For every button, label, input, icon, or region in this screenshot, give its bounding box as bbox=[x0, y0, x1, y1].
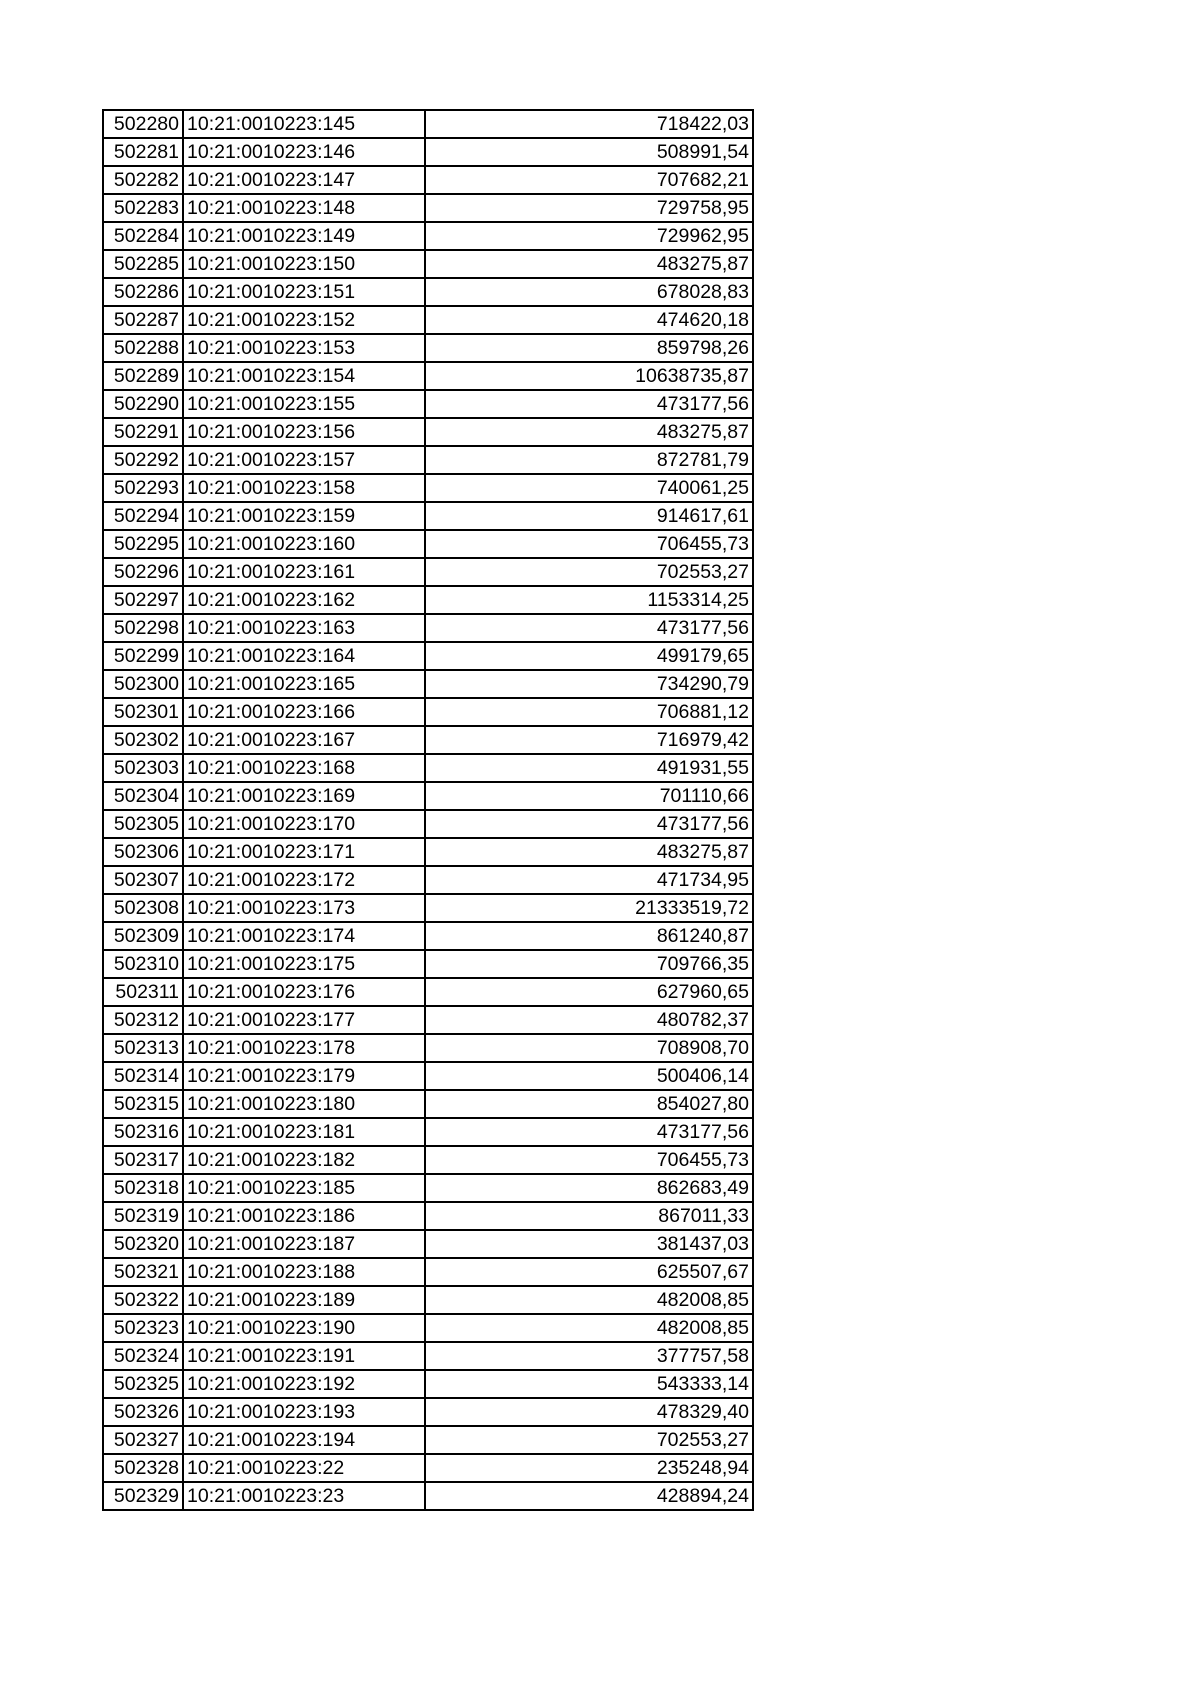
value-cell: 678028,83 bbox=[425, 278, 753, 306]
cadastral-number-cell: 10:21:0010223:161 bbox=[183, 558, 425, 586]
table-row bbox=[103, 558, 753, 586]
value-cell: 706455,73 bbox=[425, 530, 753, 558]
table-row bbox=[103, 586, 753, 614]
row-id-cell: 502295 bbox=[103, 530, 183, 558]
value-cell: 729758,95 bbox=[425, 194, 753, 222]
cadastral-number-cell: 10:21:0010223:190 bbox=[183, 1314, 425, 1342]
table-row bbox=[103, 1062, 753, 1090]
table-row bbox=[103, 250, 753, 278]
table-row bbox=[103, 222, 753, 250]
cadastral-number-cell: 10:21:0010223:145 bbox=[183, 110, 425, 138]
table-row bbox=[103, 1118, 753, 1146]
row-id-cell: 502316 bbox=[103, 1118, 183, 1146]
cadastral-number-cell: 10:21:0010223:171 bbox=[183, 838, 425, 866]
value-cell: 862683,49 bbox=[425, 1174, 753, 1202]
value-cell: 718422,03 bbox=[425, 110, 753, 138]
cadastral-number-cell: 10:21:0010223:193 bbox=[183, 1398, 425, 1426]
cadastral-number-cell: 10:21:0010223:146 bbox=[183, 138, 425, 166]
row-id-cell: 502324 bbox=[103, 1342, 183, 1370]
value-cell: 428894,24 bbox=[425, 1482, 753, 1510]
row-id-cell: 502325 bbox=[103, 1370, 183, 1398]
value-cell: 491931,55 bbox=[425, 754, 753, 782]
cadastral-number-cell: 10:21:0010223:172 bbox=[183, 866, 425, 894]
value-cell: 867011,33 bbox=[425, 1202, 753, 1230]
cadastral-number-cell: 10:21:0010223:150 bbox=[183, 250, 425, 278]
cadastral-number-cell: 10:21:0010223:158 bbox=[183, 474, 425, 502]
cadastral-number-cell: 10:21:0010223:176 bbox=[183, 978, 425, 1006]
cadastral-number-cell: 10:21:0010223:160 bbox=[183, 530, 425, 558]
cadastral-number-cell: 10:21:0010223:179 bbox=[183, 1062, 425, 1090]
value-cell: 483275,87 bbox=[425, 418, 753, 446]
cadastral-number-cell: 10:21:0010223:167 bbox=[183, 726, 425, 754]
value-cell: 740061,25 bbox=[425, 474, 753, 502]
cadastral-number-cell: 10:21:0010223:22 bbox=[183, 1454, 425, 1482]
row-id-cell: 502311 bbox=[103, 978, 183, 1006]
table-row bbox=[103, 1314, 753, 1342]
value-cell: 859798,26 bbox=[425, 334, 753, 362]
cadastral-number-cell: 10:21:0010223:152 bbox=[183, 306, 425, 334]
row-id-cell: 502289 bbox=[103, 362, 183, 390]
cadastral-number-cell: 10:21:0010223:147 bbox=[183, 166, 425, 194]
value-cell: 701110,66 bbox=[425, 782, 753, 810]
value-cell: 702553,27 bbox=[425, 1426, 753, 1454]
table-row bbox=[103, 1230, 753, 1258]
row-id-cell: 502294 bbox=[103, 502, 183, 530]
row-id-cell: 502283 bbox=[103, 194, 183, 222]
cadastral-number-cell: 10:21:0010223:162 bbox=[183, 586, 425, 614]
value-cell: 1153314,25 bbox=[425, 586, 753, 614]
table-row bbox=[103, 194, 753, 222]
row-id-cell: 502281 bbox=[103, 138, 183, 166]
value-cell: 861240,87 bbox=[425, 922, 753, 950]
table-row bbox=[103, 950, 753, 978]
cadastral-number-cell: 10:21:0010223:153 bbox=[183, 334, 425, 362]
value-cell: 21333519,72 bbox=[425, 894, 753, 922]
table-row bbox=[103, 474, 753, 502]
table-row bbox=[103, 922, 753, 950]
value-cell: 473177,56 bbox=[425, 390, 753, 418]
cadastral-number-cell: 10:21:0010223:174 bbox=[183, 922, 425, 950]
cadastral-number-cell: 10:21:0010223:166 bbox=[183, 698, 425, 726]
value-cell: 702553,27 bbox=[425, 558, 753, 586]
table-row bbox=[103, 1342, 753, 1370]
value-cell: 707682,21 bbox=[425, 166, 753, 194]
table-row bbox=[103, 1090, 753, 1118]
row-id-cell: 502285 bbox=[103, 250, 183, 278]
table-row bbox=[103, 782, 753, 810]
table-row bbox=[103, 1146, 753, 1174]
row-id-cell: 502305 bbox=[103, 810, 183, 838]
value-cell: 473177,56 bbox=[425, 810, 753, 838]
table-row bbox=[103, 978, 753, 1006]
value-cell: 708908,70 bbox=[425, 1034, 753, 1062]
table-row bbox=[103, 1370, 753, 1398]
value-cell: 500406,14 bbox=[425, 1062, 753, 1090]
value-cell: 854027,80 bbox=[425, 1090, 753, 1118]
table-row bbox=[103, 166, 753, 194]
value-cell: 483275,87 bbox=[425, 838, 753, 866]
value-cell: 543333,14 bbox=[425, 1370, 753, 1398]
value-cell: 508991,54 bbox=[425, 138, 753, 166]
cadastral-number-cell: 10:21:0010223:151 bbox=[183, 278, 425, 306]
table-row bbox=[103, 334, 753, 362]
cadastral-number-cell: 10:21:0010223:155 bbox=[183, 390, 425, 418]
cadastral-number-cell: 10:21:0010223:170 bbox=[183, 810, 425, 838]
row-id-cell: 502284 bbox=[103, 222, 183, 250]
value-cell: 471734,95 bbox=[425, 866, 753, 894]
row-id-cell: 502327 bbox=[103, 1426, 183, 1454]
value-cell: 706455,73 bbox=[425, 1146, 753, 1174]
table-row bbox=[103, 726, 753, 754]
table-row bbox=[103, 138, 753, 166]
value-cell: 716979,42 bbox=[425, 726, 753, 754]
value-cell: 625507,67 bbox=[425, 1258, 753, 1286]
data-table bbox=[102, 109, 754, 1511]
value-cell: 706881,12 bbox=[425, 698, 753, 726]
cadastral-number-cell: 10:21:0010223:169 bbox=[183, 782, 425, 810]
row-id-cell: 502307 bbox=[103, 866, 183, 894]
row-id-cell: 502303 bbox=[103, 754, 183, 782]
value-cell: 499179,65 bbox=[425, 642, 753, 670]
row-id-cell: 502296 bbox=[103, 558, 183, 586]
table-row bbox=[103, 390, 753, 418]
cadastral-number-cell: 10:21:0010223:148 bbox=[183, 194, 425, 222]
value-cell: 482008,85 bbox=[425, 1314, 753, 1342]
row-id-cell: 502321 bbox=[103, 1258, 183, 1286]
value-cell: 480782,37 bbox=[425, 1006, 753, 1034]
table-row bbox=[103, 1006, 753, 1034]
cadastral-number-cell: 10:21:0010223:156 bbox=[183, 418, 425, 446]
table-row bbox=[103, 446, 753, 474]
table-row bbox=[103, 502, 753, 530]
table-row bbox=[103, 1398, 753, 1426]
row-id-cell: 502318 bbox=[103, 1174, 183, 1202]
value-cell: 734290,79 bbox=[425, 670, 753, 698]
value-cell: 872781,79 bbox=[425, 446, 753, 474]
cadastral-number-cell: 10:21:0010223:23 bbox=[183, 1482, 425, 1510]
cadastral-number-cell: 10:21:0010223:177 bbox=[183, 1006, 425, 1034]
table-body bbox=[103, 110, 753, 1510]
row-id-cell: 502322 bbox=[103, 1286, 183, 1314]
value-cell: 914617,61 bbox=[425, 502, 753, 530]
row-id-cell: 502297 bbox=[103, 586, 183, 614]
row-id-cell: 502291 bbox=[103, 418, 183, 446]
value-cell: 729962,95 bbox=[425, 222, 753, 250]
row-id-cell: 502308 bbox=[103, 894, 183, 922]
cadastral-number-cell: 10:21:0010223:182 bbox=[183, 1146, 425, 1174]
table-row bbox=[103, 1454, 753, 1482]
cadastral-number-cell: 10:21:0010223:173 bbox=[183, 894, 425, 922]
value-cell: 474620,18 bbox=[425, 306, 753, 334]
row-id-cell: 502300 bbox=[103, 670, 183, 698]
cadastral-number-cell: 10:21:0010223:192 bbox=[183, 1370, 425, 1398]
table-row bbox=[103, 530, 753, 558]
row-id-cell: 502326 bbox=[103, 1398, 183, 1426]
table-row bbox=[103, 362, 753, 390]
row-id-cell: 502292 bbox=[103, 446, 183, 474]
table-row bbox=[103, 1426, 753, 1454]
value-cell: 235248,94 bbox=[425, 1454, 753, 1482]
cadastral-number-cell: 10:21:0010223:175 bbox=[183, 950, 425, 978]
row-id-cell: 502298 bbox=[103, 614, 183, 642]
cadastral-number-cell: 10:21:0010223:163 bbox=[183, 614, 425, 642]
value-cell: 10638735,87 bbox=[425, 362, 753, 390]
cadastral-number-cell: 10:21:0010223:165 bbox=[183, 670, 425, 698]
cadastral-number-cell: 10:21:0010223:168 bbox=[183, 754, 425, 782]
row-id-cell: 502288 bbox=[103, 334, 183, 362]
row-id-cell: 502315 bbox=[103, 1090, 183, 1118]
cadastral-number-cell: 10:21:0010223:191 bbox=[183, 1342, 425, 1370]
row-id-cell: 502293 bbox=[103, 474, 183, 502]
row-id-cell: 502313 bbox=[103, 1034, 183, 1062]
row-id-cell: 502314 bbox=[103, 1062, 183, 1090]
row-id-cell: 502299 bbox=[103, 642, 183, 670]
row-id-cell: 502320 bbox=[103, 1230, 183, 1258]
row-id-cell: 502323 bbox=[103, 1314, 183, 1342]
table-row bbox=[103, 1174, 753, 1202]
row-id-cell: 502329 bbox=[103, 1482, 183, 1510]
table-row bbox=[103, 1034, 753, 1062]
table-row bbox=[103, 810, 753, 838]
row-id-cell: 502286 bbox=[103, 278, 183, 306]
table-row bbox=[103, 278, 753, 306]
value-cell: 482008,85 bbox=[425, 1286, 753, 1314]
row-id-cell: 502306 bbox=[103, 838, 183, 866]
row-id-cell: 502310 bbox=[103, 950, 183, 978]
cadastral-number-cell: 10:21:0010223:149 bbox=[183, 222, 425, 250]
table-row bbox=[103, 1482, 753, 1510]
table-row bbox=[103, 754, 753, 782]
row-id-cell: 502317 bbox=[103, 1146, 183, 1174]
table-row bbox=[103, 306, 753, 334]
value-cell: 478329,40 bbox=[425, 1398, 753, 1426]
table-row bbox=[103, 418, 753, 446]
row-id-cell: 502304 bbox=[103, 782, 183, 810]
cadastral-number-cell: 10:21:0010223:180 bbox=[183, 1090, 425, 1118]
row-id-cell: 502302 bbox=[103, 726, 183, 754]
table-row bbox=[103, 1286, 753, 1314]
value-cell: 473177,56 bbox=[425, 1118, 753, 1146]
cadastral-number-cell: 10:21:0010223:164 bbox=[183, 642, 425, 670]
row-id-cell: 502290 bbox=[103, 390, 183, 418]
table-row bbox=[103, 698, 753, 726]
row-id-cell: 502309 bbox=[103, 922, 183, 950]
value-cell: 377757,58 bbox=[425, 1342, 753, 1370]
row-id-cell: 502312 bbox=[103, 1006, 183, 1034]
cadastral-number-cell: 10:21:0010223:157 bbox=[183, 446, 425, 474]
table-row bbox=[103, 1258, 753, 1286]
table-row bbox=[103, 894, 753, 922]
table-row bbox=[103, 670, 753, 698]
cadastral-number-cell: 10:21:0010223:187 bbox=[183, 1230, 425, 1258]
value-cell: 381437,03 bbox=[425, 1230, 753, 1258]
row-id-cell: 502280 bbox=[103, 110, 183, 138]
row-id-cell: 502287 bbox=[103, 306, 183, 334]
table-row bbox=[103, 866, 753, 894]
table-row bbox=[103, 642, 753, 670]
table-row bbox=[103, 110, 753, 138]
table-row bbox=[103, 614, 753, 642]
cadastral-number-cell: 10:21:0010223:189 bbox=[183, 1286, 425, 1314]
cadastral-number-cell: 10:21:0010223:159 bbox=[183, 502, 425, 530]
cadastral-number-cell: 10:21:0010223:188 bbox=[183, 1258, 425, 1286]
cadastral-number-cell: 10:21:0010223:181 bbox=[183, 1118, 425, 1146]
cadastral-number-cell: 10:21:0010223:194 bbox=[183, 1426, 425, 1454]
cadastral-number-cell: 10:21:0010223:178 bbox=[183, 1034, 425, 1062]
cadastral-number-cell: 10:21:0010223:185 bbox=[183, 1174, 425, 1202]
value-cell: 709766,35 bbox=[425, 950, 753, 978]
value-cell: 627960,65 bbox=[425, 978, 753, 1006]
value-cell: 483275,87 bbox=[425, 250, 753, 278]
cadastral-number-cell: 10:21:0010223:186 bbox=[183, 1202, 425, 1230]
value-cell: 473177,56 bbox=[425, 614, 753, 642]
cadastral-number-cell: 10:21:0010223:154 bbox=[183, 362, 425, 390]
row-id-cell: 502282 bbox=[103, 166, 183, 194]
row-id-cell: 502319 bbox=[103, 1202, 183, 1230]
row-id-cell: 502301 bbox=[103, 698, 183, 726]
table-row bbox=[103, 838, 753, 866]
row-id-cell: 502328 bbox=[103, 1454, 183, 1482]
table-row bbox=[103, 1202, 753, 1230]
